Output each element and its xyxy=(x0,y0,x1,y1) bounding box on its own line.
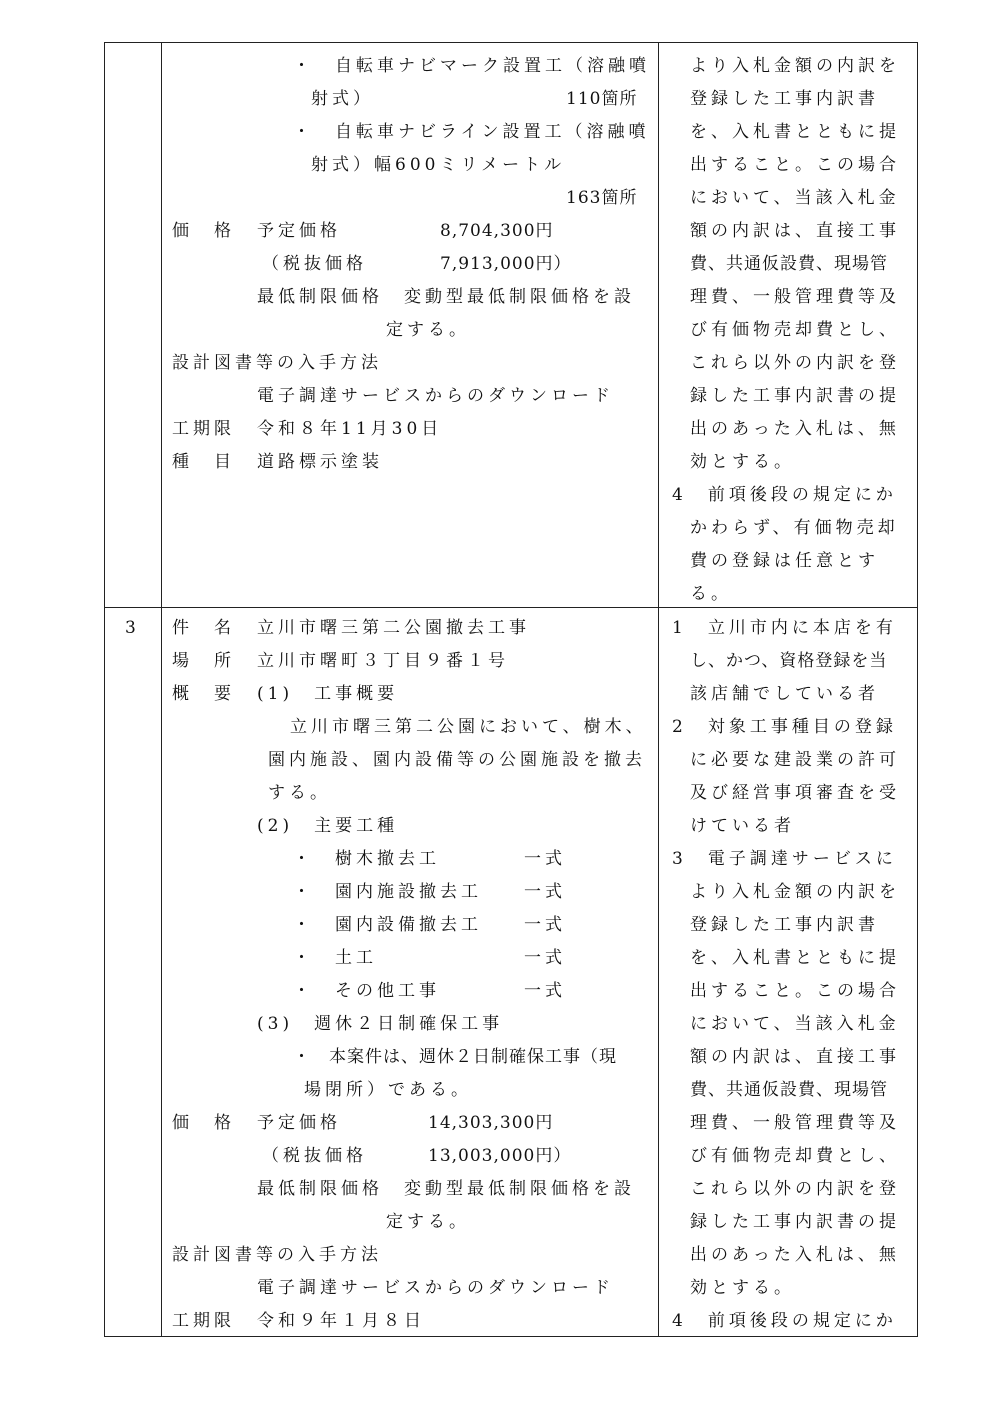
field-label: 概 要 xyxy=(172,684,235,704)
text-line: (1) 工事概要 xyxy=(257,684,399,704)
text-line: 8,704,300円 xyxy=(440,221,554,241)
condition-line: けている者 xyxy=(690,816,795,836)
text-line: ・ その他工事 xyxy=(293,981,440,1001)
text-line: 立川市曙町３丁目９番１号 xyxy=(257,651,509,671)
project-title: 立川市曙三第二公園撤去工事 xyxy=(257,618,530,638)
text-line: 場閉所）である。 xyxy=(304,1080,472,1100)
condition-line: において、当該入札金 xyxy=(690,188,900,208)
condition-line: を、入札書とともに提 xyxy=(690,948,900,968)
field-label: 工期限 xyxy=(172,1311,235,1331)
text-line: 令和９年１月８日 xyxy=(257,1311,425,1331)
condition-line: 理費、一般管理費等及 xyxy=(690,1113,900,1133)
text-line: 予定価格 xyxy=(257,221,341,241)
text-line: 一式 xyxy=(524,915,566,935)
text-line: 一式 xyxy=(524,882,566,902)
condition-line: より入札金額の内訳を xyxy=(690,56,900,76)
field-label: 価 格 xyxy=(172,1113,235,1133)
text-line: する。 xyxy=(268,783,331,803)
condition-line: 録した工事内訳書の提 xyxy=(690,386,900,406)
condition-line: 録した工事内訳書の提 xyxy=(690,1212,900,1232)
condition-line: 額の内訳は、直接工事 xyxy=(690,221,900,241)
text-line: 定する。 xyxy=(386,320,470,340)
text-line: (2) 主要工種 xyxy=(257,816,399,836)
text-line: ・ 自転車ナビマーク設置工（溶融噴 xyxy=(293,56,650,76)
text-line: 電子調達サービスからのダウンロード xyxy=(257,386,614,406)
condition-line: 理費、一般管理費等及 xyxy=(690,287,900,307)
text-line: 13,003,000円） xyxy=(428,1146,572,1166)
text-line: 予定価格 xyxy=(257,1113,341,1133)
condition-line: 額の内訳は、直接工事 xyxy=(690,1047,900,1067)
condition-line: これら以外の内訳を登 xyxy=(690,353,900,373)
condition-line: 出すること。この場合 xyxy=(690,155,900,175)
text-line: 110箇所 xyxy=(566,89,638,109)
text-line: 園内施設、園内設備等の公園施設を撤去 xyxy=(268,750,646,770)
text-line: 立川市曙三第二公園において、樹木、 xyxy=(290,717,647,737)
condition-line: 登録した工事内訳書 xyxy=(690,89,879,109)
text-line: 射式）幅600ミリメートル xyxy=(311,155,566,175)
condition-line: し、かつ、資格登録を当 xyxy=(690,651,888,671)
field-label: 工期限 xyxy=(172,419,235,439)
condition-line: を、入札書とともに提 xyxy=(690,122,900,142)
condition-line: 3 電子調達サービスに xyxy=(672,849,897,869)
text-line: 一式 xyxy=(524,849,566,869)
column-divider-conditions xyxy=(658,43,659,1336)
text-line: （税抜価格 xyxy=(262,254,367,274)
condition-line: かわらず、有価物売却 xyxy=(690,518,899,538)
text-line: ・ 本案件は、週休２日制確保工事（現 xyxy=(293,1047,617,1067)
condition-line: 4 前項後段の規定にか xyxy=(672,485,897,505)
condition-line: 4 前項後段の規定にか xyxy=(672,1311,897,1331)
condition-line: 費の登録は任意とす xyxy=(690,551,879,571)
text-line: 令和８年11月30日 xyxy=(257,419,443,439)
text-line: ・ 土工 xyxy=(293,948,377,968)
condition-line: 登録した工事内訳書 xyxy=(690,915,879,935)
condition-line: 該店舗でしている者 xyxy=(690,684,879,704)
condition-line: に必要な建設業の許可 xyxy=(690,750,900,770)
condition-line: 効とする。 xyxy=(690,452,795,472)
condition-line: 及び経営事項審査を受 xyxy=(690,783,900,803)
column-divider-number xyxy=(161,43,162,1336)
text-line: ・ 自転車ナビライン設置工（溶融噴 xyxy=(293,122,650,142)
field-label: 設計図書等の入手方法 xyxy=(172,1245,382,1265)
text-line: 7,913,000円） xyxy=(440,254,572,274)
text-line: (3) 週休２日制確保工事 xyxy=(257,1014,504,1034)
row-divider xyxy=(105,607,917,608)
condition-line: 出のあった入札は、無 xyxy=(690,419,900,439)
text-line: 最低制限価格 変動型最低制限価格を設 xyxy=(257,1179,635,1199)
text-line: 定する。 xyxy=(386,1212,470,1232)
text-line: （税抜価格 xyxy=(262,1146,367,1166)
condition-line: 費、共通仮設費、現場管 xyxy=(690,1080,888,1100)
text-line: ・ 園内設備撤去工 xyxy=(293,915,482,935)
condition-line: 出すること。この場合 xyxy=(690,981,900,1001)
condition-line: 2 対象工事種目の登録 xyxy=(672,717,897,737)
text-line: 一式 xyxy=(524,948,566,968)
condition-line: これら以外の内訳を登 xyxy=(690,1179,900,1199)
row-number: 3 xyxy=(125,618,140,638)
condition-line: び有価物売却費とし、 xyxy=(690,1146,900,1166)
field-label: 場 所 xyxy=(172,651,235,671)
text-line: 一式 xyxy=(524,981,566,1001)
condition-line: より入札金額の内訳を xyxy=(690,882,900,902)
condition-line: において、当該入札金 xyxy=(690,1014,900,1034)
condition-line: 費、共通仮設費、現場管 xyxy=(690,254,888,274)
text-line: 射式） xyxy=(311,89,374,109)
condition-line: 1 立川市内に本店を有 xyxy=(672,618,897,638)
field-label: 設計図書等の入手方法 xyxy=(172,353,382,373)
text-line: ・ 園内施設撤去工 xyxy=(293,882,482,902)
text-line: 電子調達サービスからのダウンロード xyxy=(257,1278,614,1298)
text-line: ・ 樹木撤去工 xyxy=(293,849,440,869)
condition-line: 効とする。 xyxy=(690,1278,795,1298)
condition-line: る。 xyxy=(690,584,732,604)
text-line: 14,303,300円 xyxy=(428,1113,554,1133)
condition-line: び有価物売却費とし、 xyxy=(690,320,900,340)
field-label: 件 名 xyxy=(172,618,235,638)
field-label: 価 格 xyxy=(172,221,235,241)
field-label: 種 目 xyxy=(172,452,235,472)
text-line: 道路標示塗装 xyxy=(257,452,383,472)
condition-line: 出のあった入札は、無 xyxy=(690,1245,900,1265)
text-line: 163箇所 xyxy=(566,188,638,208)
text-line: 最低制限価格 変動型最低制限価格を設 xyxy=(257,287,635,307)
